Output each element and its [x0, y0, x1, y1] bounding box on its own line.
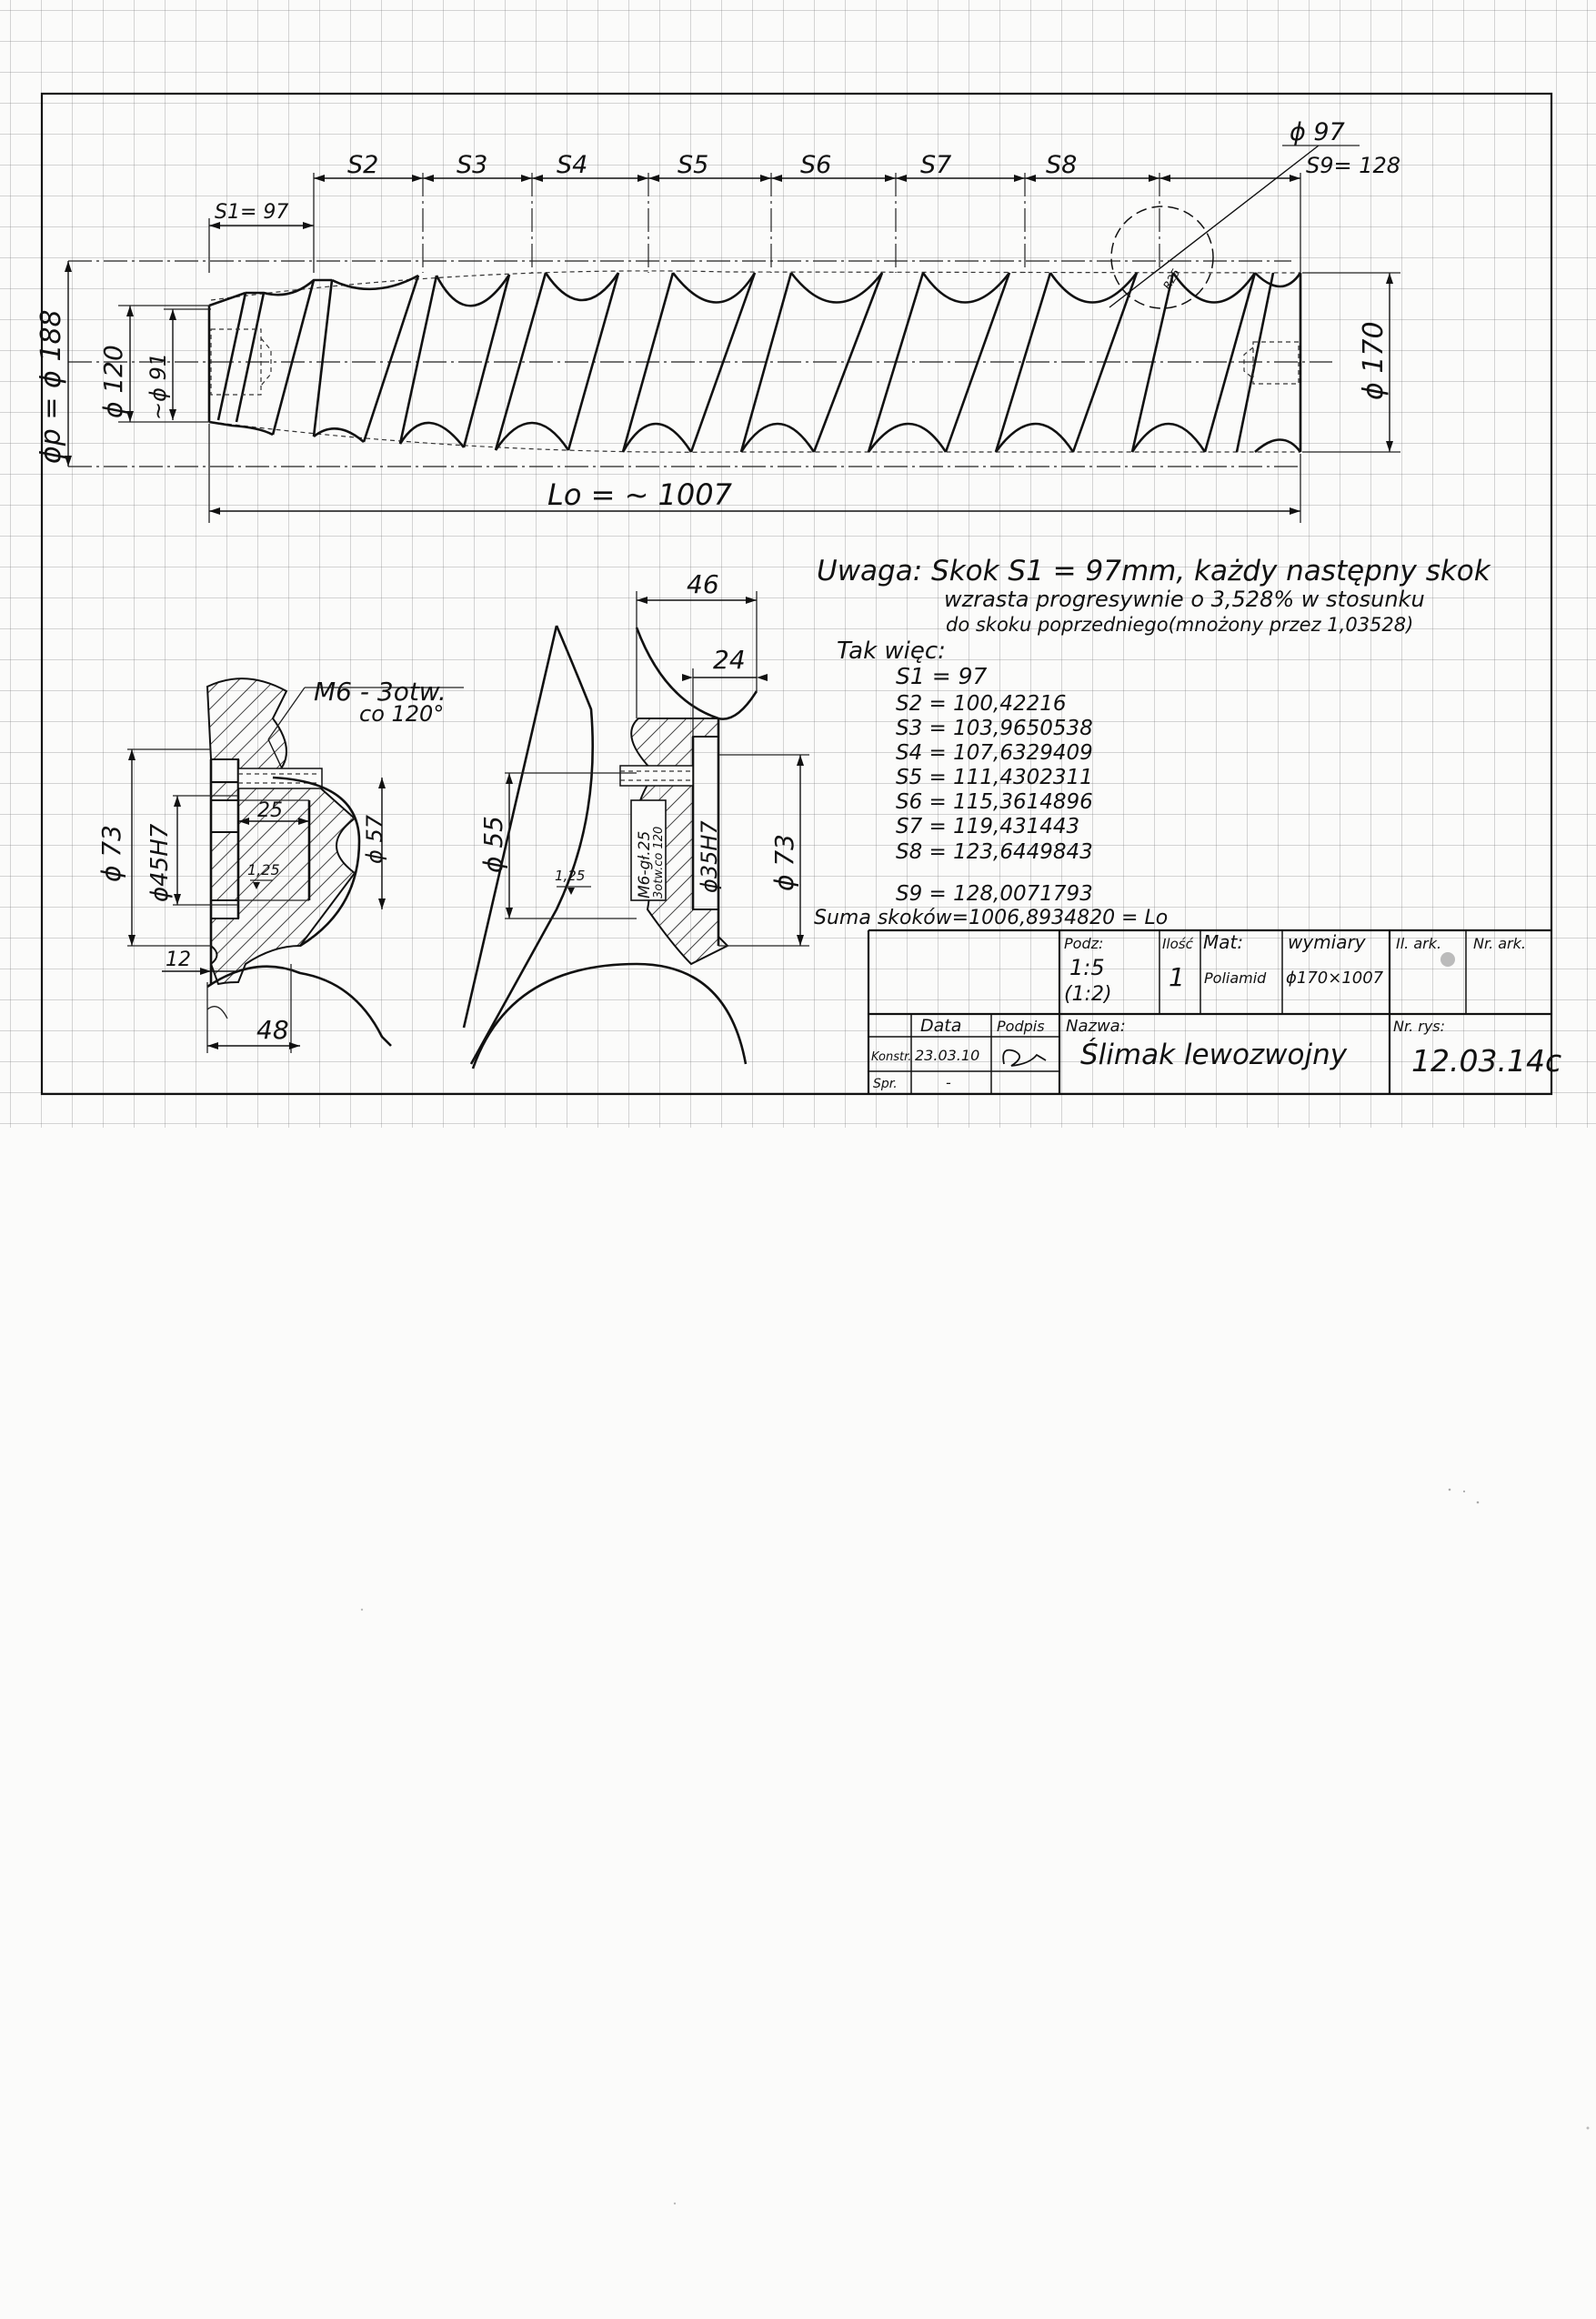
main-view: [35, 118, 1400, 523]
right-w24-label: 24: [713, 645, 746, 675]
tb-scale2: (1:2): [1064, 983, 1112, 1006]
tb-signature: [1003, 1050, 1046, 1066]
note-line-3: do skoku poprzedniego(mnożony przez 1,03528): [946, 614, 1414, 636]
left-depth-label: 25: [257, 799, 283, 822]
tb-scale-header: Podz:: [1064, 935, 1104, 952]
tb-drawno: 12.03.14c: [1411, 1043, 1562, 1079]
note-value-s8: S8 = 123,6449843: [896, 840, 1093, 864]
tb-name: Ślimak lewozwojny: [1080, 1039, 1348, 1071]
title-block: [868, 930, 1561, 1094]
tb-date: 23.03.10: [915, 1047, 980, 1064]
tb-date-header: Data: [920, 1016, 962, 1036]
note-block: [814, 555, 1491, 929]
pitch-label-s3: S3: [457, 151, 488, 179]
note-value-s4: S4 = 107,6329409: [896, 741, 1093, 765]
note-value-s5: S5 = 111,4302311: [896, 766, 1093, 789]
left-d73-label: ϕ 73: [96, 825, 126, 882]
pitch-label-s6: S6: [800, 151, 832, 179]
left-thread-sub: co 120°: [359, 701, 445, 727]
left-d57-label: ϕ 57: [362, 815, 387, 864]
note-line-2: wzrasta progresywnie o 3,528% w stosunku: [944, 587, 1425, 612]
tb-scale: 1:5: [1069, 955, 1105, 980]
left-diameter-dims: [65, 261, 211, 467]
pitch-label-s8: S8: [1046, 151, 1078, 179]
left-w48-label: 48: [256, 1015, 289, 1045]
pitch-label-s2: S2: [347, 151, 379, 179]
pitch-label-s1: S1= 97: [215, 201, 289, 224]
note-line-1: Uwaga: Skok S1 = 97mm, każdy następny skok: [817, 555, 1491, 587]
tb-sign-header: Podpis: [997, 1018, 1045, 1035]
pitch-label-s4: S4: [557, 151, 588, 179]
left-w12-label: 12: [166, 949, 191, 971]
right-d55-label: ϕ 55: [478, 816, 508, 873]
length-dimension: [209, 424, 1300, 523]
note-value-s7: S7 = 119,431443: [896, 815, 1080, 838]
tb-sheet-header: Il. ark.: [1396, 935, 1442, 952]
phi97-leader: [1109, 146, 1319, 307]
blank-lower-page: [0, 1128, 1596, 2319]
tb-spr: Spr.: [873, 1077, 898, 1091]
note-value-s6: S6 = 115,3614896: [896, 790, 1093, 814]
dp-label: ϕp = ϕ 188: [35, 309, 67, 464]
note-value-s1: S1 = 97: [896, 663, 988, 689]
note-value-s9: S9 = 128,0071793: [896, 882, 1093, 906]
tb-qty-header: Ilość: [1162, 936, 1193, 952]
pitch-label-s5: S5: [678, 151, 709, 179]
technical-drawing: [0, 0, 1596, 1128]
phi97-label: ϕ 97: [1290, 118, 1345, 146]
tb-sheetno-header: Nr. ark.: [1473, 935, 1526, 952]
left-rough-label: 1,25: [247, 861, 280, 878]
right-section-detail: [464, 569, 809, 1069]
tb-name-header: Nazwa:: [1066, 1017, 1126, 1036]
left-section-detail: [96, 677, 464, 1053]
note-lead: Tak więc:: [837, 637, 946, 665]
tb-drawno-header: Nr. rys:: [1393, 1018, 1446, 1035]
right-d73-label: ϕ 73: [769, 834, 799, 891]
right-threaded-hole: [620, 766, 693, 786]
left-hatched-section: [207, 678, 355, 984]
tb-mat-header: Mat:: [1203, 931, 1244, 953]
tb-material: Poliamid: [1204, 969, 1267, 987]
tb-qty: 1: [1169, 962, 1185, 992]
tb-spr-date: -: [946, 1074, 951, 1091]
d170-label: ϕ 170: [1358, 321, 1390, 400]
pitch-label-s7: S7: [920, 151, 952, 179]
length-label: Lo = ~ 1007: [547, 477, 732, 512]
d91-label: ~ϕ 91: [146, 352, 171, 420]
right-thread-label: M6-gł.25: [636, 830, 654, 898]
pitch-label-s9: S9= 128: [1306, 153, 1401, 178]
note-value-s3: S3 = 103,9650538: [896, 717, 1093, 740]
tb-konstr: Konstr.: [871, 1050, 912, 1064]
right-d35-label: ϕ35H7: [697, 820, 722, 893]
note-value-s2: S2 = 100,42216: [896, 692, 1067, 716]
left-d45-label: ϕ45H7: [146, 823, 174, 902]
tb-stamp-mark: [1440, 952, 1455, 967]
detail-circle: [1111, 206, 1213, 308]
r25-label: R25: [1160, 266, 1183, 292]
right-w46-label: 46: [687, 569, 719, 599]
note-sum: Suma skoków=1006,8934820 = Lo: [814, 907, 1169, 929]
right-thread-sub: 3otw.co 120: [652, 826, 666, 898]
right-rough-label: 1,25: [555, 868, 586, 884]
tb-dims: ϕ170×1007: [1286, 969, 1384, 988]
pitch-dimension-chain: [209, 173, 1300, 273]
tb-dims-header: wymiary: [1288, 931, 1366, 953]
left-thread-label: M6 - 3otw.: [314, 677, 447, 707]
d120-label: ϕ 120: [98, 345, 128, 418]
